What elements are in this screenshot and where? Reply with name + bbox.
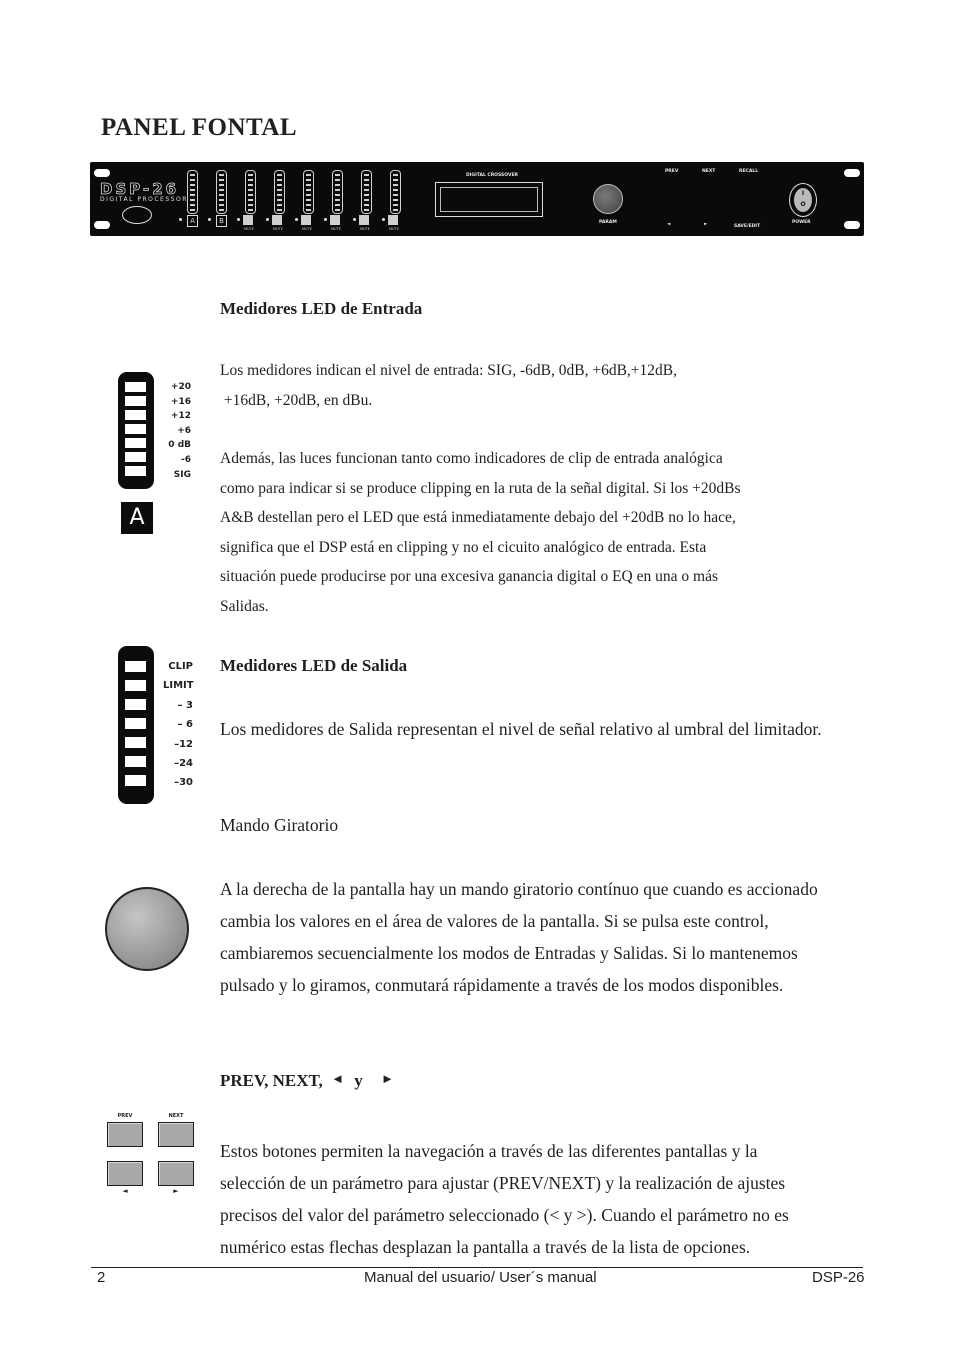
param-knob[interactable] [593,184,623,214]
led [125,680,146,691]
input-led-meter [118,372,154,489]
meter-label: +6 [177,425,191,436]
rack-hole [844,169,860,177]
footer-model: DSP-26 [812,1269,865,1286]
led [125,382,146,392]
meter-label: –24 [174,758,193,770]
indicator-dot [208,218,211,221]
page-title: PANEL FONTAL [101,114,298,141]
panel-led-meter [274,170,285,214]
next-button[interactable] [158,1122,194,1147]
led [125,718,146,729]
led [125,737,146,748]
prev-button[interactable] [107,1122,143,1147]
led [125,396,146,406]
led [125,424,146,434]
rack-hole [844,221,860,229]
meter-label: – 6 [177,719,193,731]
meter-label: LIMIT [163,680,194,692]
left-button[interactable] [107,1161,143,1186]
nav-paragraph: Estos botones permiten la navegación a través de las diferentes pantallas y la selección de un parámetro para ajustar (PREV/NEXT) y la realización de ajustes precisos del valor del parámetro seleccionado (< y >). Cuando el parámetro no es numérico estas flechas desplazan la pantalla a través de la lista de opciones. [220,1141,789,1257]
meter-label: +12 [170,411,191,422]
led [125,661,146,672]
led [125,438,146,448]
mute-label: MUTE [302,227,312,231]
footer-rule [91,1267,863,1268]
param-label: PARAM [599,220,617,225]
meter-label: – 3 [177,699,193,711]
rack-hole [94,169,110,177]
left-arrow-icon: ◄ [122,1187,128,1195]
meter-label: +16 [170,396,191,407]
meter-label: –12 [174,738,193,750]
output-meter-labels [163,657,193,793]
mute-label: MUTE [331,227,341,231]
output-meters-heading: Medidores LED de Salida [220,656,408,675]
mute-button[interactable] [272,215,282,225]
led [125,452,146,462]
channel-a-label: A [121,502,153,534]
indicator-dot [237,218,240,221]
prev-button-label: PREV [117,1113,133,1119]
led [125,775,146,786]
rotary-knob-image [105,887,189,971]
panel-save-label: SAVE/EDIT [734,224,761,229]
rotary-paragraph: A la derecha de la pantalla hay un mando giratorio contínuo que cuando es accionado cambia los valores en el área de valores de la pantalla. Si se pulsa este control, cambiaremos secuencialmente los modos de Entradas y Salidas. Si lo mantenemos pulsado y lo giramos, conmutará rápidamente a través de los modos disponibles. [220,879,818,995]
mute-label: MUTE [360,227,370,231]
panel-led-meter [216,170,227,214]
mute-label: MUTE [244,227,254,231]
page-number: 2 [97,1269,106,1286]
power-label: POWER [792,220,811,225]
rotary-heading: Mando Giratorio [220,815,339,835]
panel-led-meter [390,170,401,214]
meter-label: 0 dB [168,440,191,451]
mute-button[interactable] [330,215,340,225]
das-logo [122,206,152,224]
indicator-dot [179,218,182,221]
indicator-dot [324,218,327,221]
front-panel-image [90,162,864,236]
right-arrow-icon: ► [380,1071,394,1086]
meter-label: SIG [173,469,191,480]
right-button[interactable] [158,1161,194,1186]
meter-label: –30 [174,777,193,789]
input-meters-paragraph-1: Los medidores indican el nivel de entrada: SIG, -6dB, 0dB, +6dB,+12dB, +16dB, +20dB, en dBu. [220,362,678,409]
panel-led-meter [187,170,198,214]
panel-next-label: NEXT [702,169,716,174]
rack-hole [94,221,110,229]
indicator-dot [382,218,385,221]
indicator-dot [295,218,298,221]
panel-led-meter [245,170,256,214]
mute-button[interactable] [301,215,311,225]
led [125,756,146,767]
lcd-display [435,182,543,217]
input-meters-heading: Medidores LED de Entrada [220,299,423,318]
panel-led-meter [361,170,372,214]
panel-prev-label: PREV [665,169,679,174]
panel-left-arrow[interactable]: ◄ [667,222,671,227]
indicator-dot [266,218,269,221]
panel-subtitle: DIGITAL PROCESSOR [100,196,188,203]
mute-button[interactable] [359,215,369,225]
output-led-meter [118,646,154,804]
output-meters-paragraph: Los medidores de Salida representan el nivel de señal relativo al umbral del limitador. [220,719,822,739]
meter-label: CLIP [168,661,193,672]
led [125,410,146,420]
meter-label: +20 [170,382,191,392]
power-switch[interactable]: I O [789,183,817,217]
mute-label: MUTE [389,227,399,231]
led [125,466,146,476]
mute-label: MUTE [273,227,283,231]
input-meter-labels [164,380,191,482]
led [125,699,146,710]
display-label: DIGITAL CROSSOVER [466,173,519,178]
nav-heading: PREV, NEXT, ◄ y ► [220,1071,394,1090]
channel-a-box: A [187,215,198,227]
left-arrow-icon: ◄ [331,1071,344,1086]
indicator-dot [353,218,356,221]
panel-recall-label: RECALL [739,169,759,174]
mute-button[interactable] [243,215,253,225]
meter-label: -6 [181,454,191,465]
mute-button[interactable] [388,215,398,225]
panel-led-meter [332,170,343,214]
panel-right-arrow[interactable]: ► [704,222,708,227]
right-arrow-icon: ► [173,1187,179,1195]
footer-title: Manual del usuario/ User´s manual [364,1269,597,1286]
panel-led-meter [303,170,314,214]
channel-b-box: B [216,215,227,227]
input-meters-paragraph-2: Además, las luces funcionan tanto como indicadores de clip de entrada analógica como para indicar si se produce clipping en la ruta de la señal digital. Si los +20dBs A&B destellan pero el LED que está inmediatamente debajo del +20dB no lo hace, significa que el DSP está en clipping y no el cicuito analógico de entrada. Esta situación puede producirse por una excesiva ganancia digital o EQ en una o más Salidas. [220,450,741,615]
next-button-label: NEXT [168,1113,184,1119]
panel-brand: DSP-26 [100,180,180,198]
